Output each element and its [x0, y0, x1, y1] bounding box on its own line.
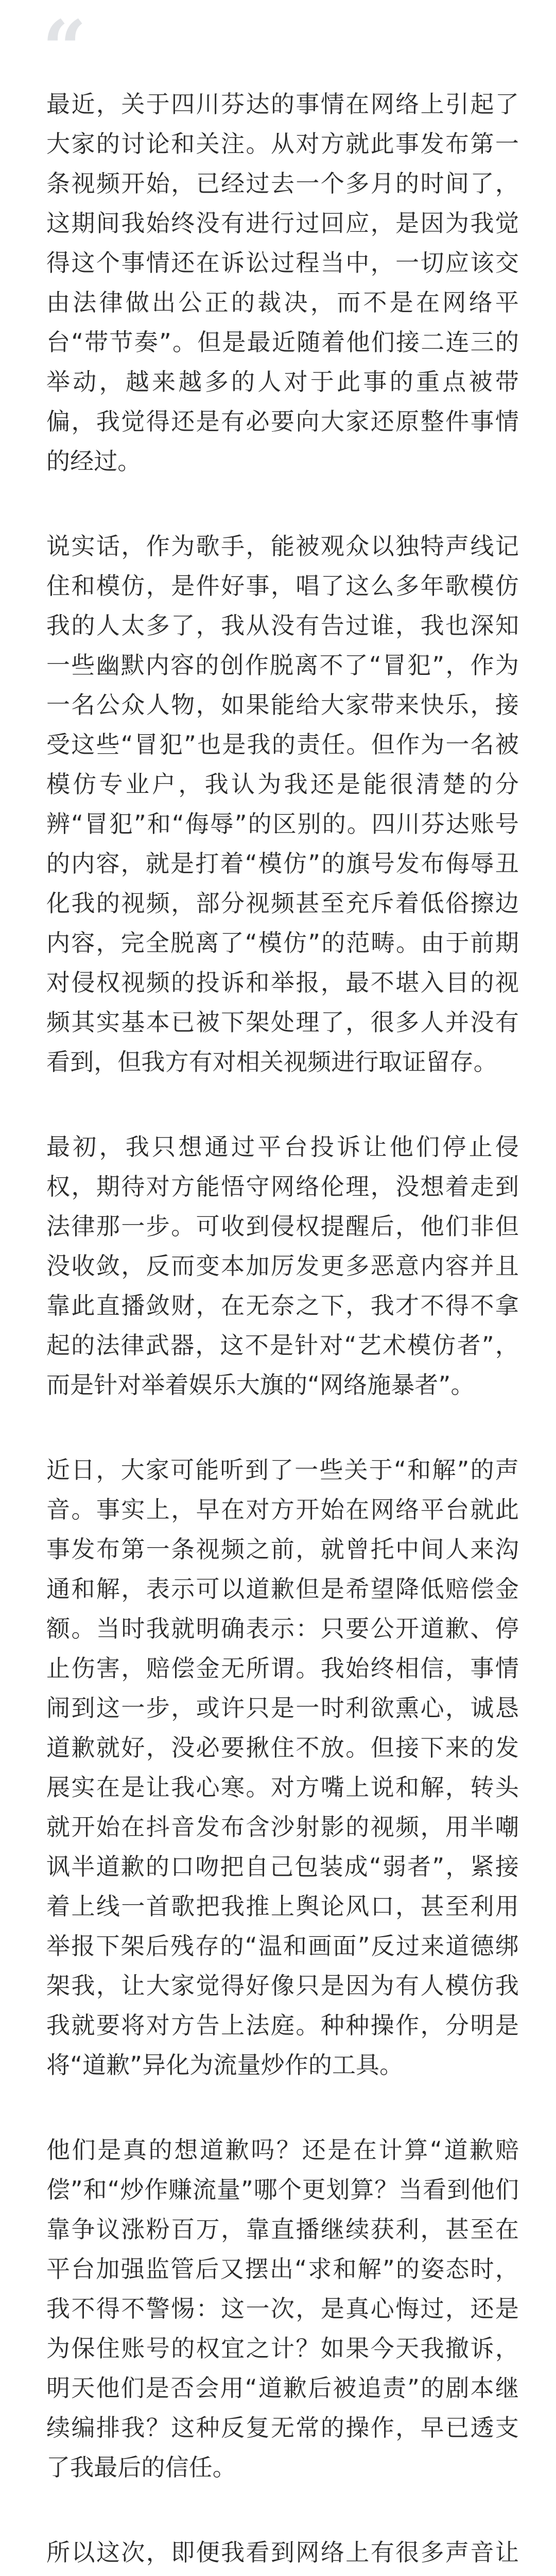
article-paragraph-6: 所以这次，即便我看到网络上有很多声音让 [46, 2538, 519, 2566]
article-paragraph-2: 说实话，作为歌手，能被观众以独特声线记住和模仿，是件好事，唱了这么多年歌模仿我的人太多了，我从没有告过谁，我也深知一些幽默内容的创作脱离不了“冒犯”，作为一名公众人物，如果能给大家带来快乐，接受这些“冒犯”也是我的责任。但作为一名被模仿专业户，我认为我还是能很清楚的分辨“冒犯”和“侮辱”的区别的。四川芬达账号的内容，就是打着“模仿”的旗号发布侮辱丑化我的视频，部分视频甚至充斥着低俗擦边内容，完全脱离了“模仿”的范畴。由于前期对侵权视频的投诉和举报，最不堪入目的视频其实基本已被下架处理了，很多人并没有看到，但我方有对相关视频进行取证留存。 [46, 532, 519, 1076]
quote-mark-icon: “ [42, 4, 87, 94]
article-paragraph-3: 最初，我只想通过平台投诉让他们停止侵权，期待对方能悟守网络伦理，没想着走到法律那一步。可收到侵权提醒后，他们非但没收敛，反而变本加厉发更多恶意内容并且靠此直播敛财，在无奈之下，我才不得不拿起的法律武器，这不是针对“艺术模仿者”，而是针对举着娱乐大旗的“网络施暴者”。 [46, 1133, 519, 1399]
article-paragraph-4: 近日，大家可能听到了一些关于“和解”的声音。事实上，早在对方开始在网络平台就此事发布第一条视频之前，就曾托中间人来沟通和解，表示可以道歉但是希望降低赔偿金额。当时我就明确表示：只要公开道歉、停止伤害，赔偿金无所谓。我始终相信，事情闹到这一步，或许只是一时利欲熏心，诚恳道歉就好，没必要揪住不放。但接下来的发展实在是让我心寒。对方嘴上说和解，转头就开始在抖音发布含沙射影的视频，用半嘲讽半道歉的口吻把自己包装成“弱者”，紧接着上线一首歌把我推上舆论风口，甚至利用举报下架后残存的“温和画面”反过来道德绑架我，让大家觉得好像只是因为有人模仿我我就要将对方告上法庭。种种操作，分明是将“道歉”异化为流量炒作的工具。 [46, 1456, 519, 2079]
article-body [46, 84, 519, 2576]
article-paragraph-1: 最近，关于四川芬达的事情在网络上引起了大家的讨论和关注。从对方就此事发布第一条视频开始，已经过去一个多月的时间了，这期间我始终没有进行过回应，是因为我觉得这个事情还在诉讼过程当中，一切应该交由法律做出公正的裁决，而不是在网络平台“带节奏”。但是最近随着他们接二连三的举动，越来越多的人对于此事的重点被带偏，我觉得还是有必要向大家还原整件事情的经过。 [46, 90, 519, 475]
article-paragraph-5: 他们是真的想道歉吗？还是在计算“道歉赔偿”和“炒作赚流量”哪个更划算？当看到他们靠争议涨粉百万，靠直播继续获利，甚至在平台加强监管后又摆出“求和解”的姿态时，我不得不警惕：这一次，是真心悔过，还是为保住账号的权宜之计？如果今天我撤诉，明天他们是否会用“道歉后被追责”的剧本继续编排我？这种反复无常的操作，早已透支了我最后的信任。 [46, 2136, 519, 2481]
